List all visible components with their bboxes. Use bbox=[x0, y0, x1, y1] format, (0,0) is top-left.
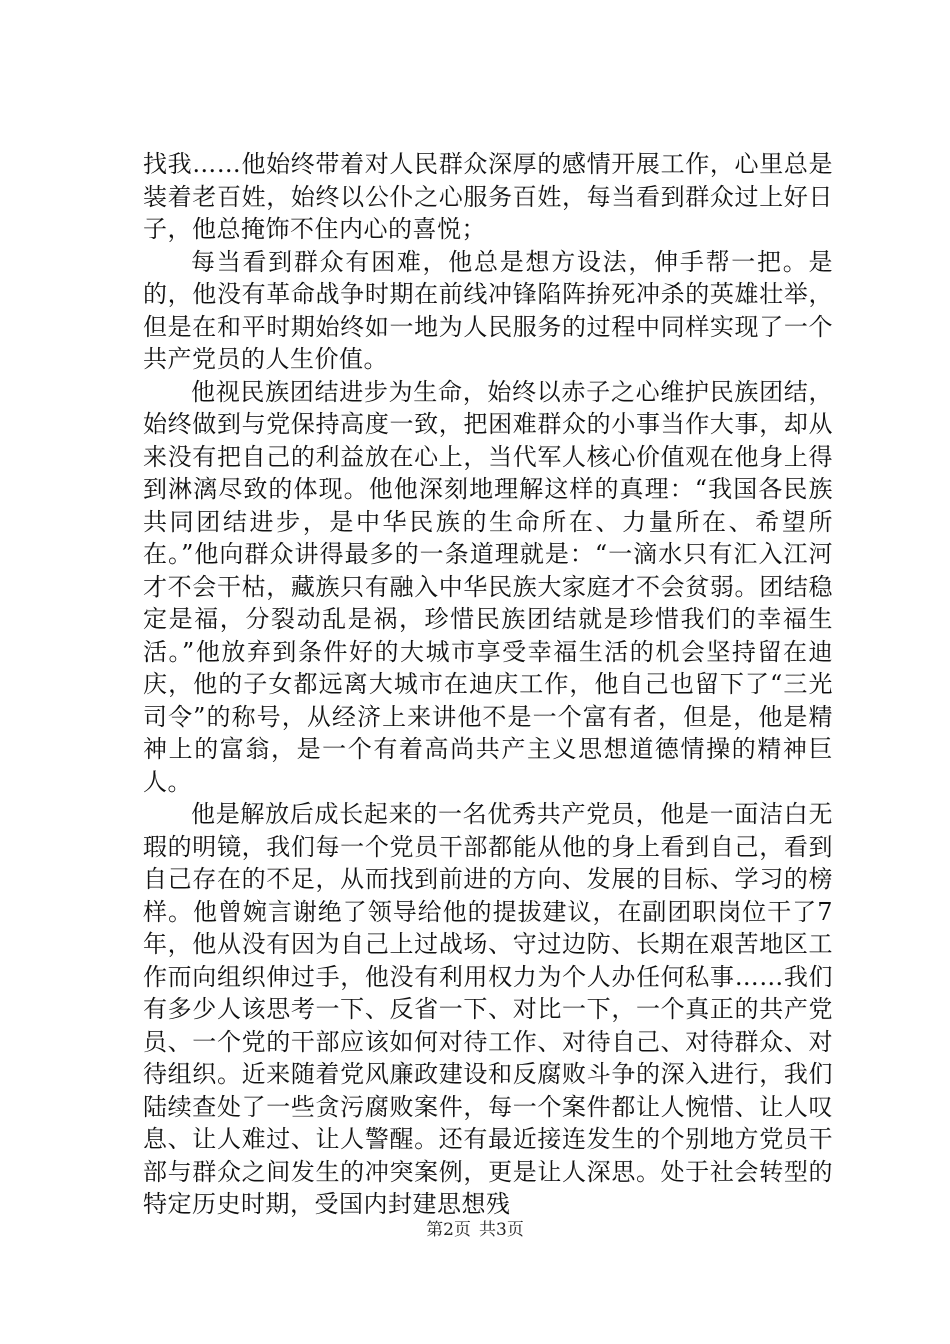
paragraph-2: 每当看到群众有困难，他总是想方设法，伸手帮一把。是的，他没有革命战争时期在前线冲锋陷阵拚死冲杀的英雄壮举，但是在和平时期始终如一地为人民服务的过程中同样实现了一个共产党员的人生价值。 bbox=[143, 247, 833, 373]
paragraph-1: 找我……他始终带着对人民群众深厚的感情开展工作，心里总是装着老百姓，始终以公仆之心服务百姓，每当看到群众过上好日子，他总掩饰不住内心的喜悦； bbox=[143, 150, 833, 243]
page-footer bbox=[0, 1215, 950, 1240]
paragraph-4: 他是解放后成长起来的一名优秀共产党员，他是一面洁白无瑕的明镜，我们每一个党员干部都能从他的身上看到自己，看到自己存在的不足，从而找到前进的方向、发展的目标、学习的榜样。他曾婉言谢绝了领导给他的提拔建议，在副团职岗位干了7年，他从没有因为自己上过战场、守过边防、长期在艰苦地区工作而向组织伸过手，他没有利用权力为个人办任何私事……我们有多少人该思考一下、反省一下、对比一下，一个真正的共产党员、一个党的干部应该如何对待工作、对待自己、对待群众、对待组织。近来随着党风廉政建设和反腐败斗争的深入进行，我们陆续查处了一些贪污腐败案件，每一个案件都让人惋惜、让人叹息、让人难过、让人警醒。还有最近接连发生的个别地方党员干部与群众之间发生的冲突案例，更是让人深思。处于社会转型的特定历史时期，受国内封建思想残 bbox=[143, 800, 833, 1218]
document-body bbox=[143, 148, 833, 1221]
paragraph-3: 他视民族团结进步为生命，始终以赤子之心维护民族团结，始终做到与党保持高度一致，把困难群众的小事当作大事，却从来没有把自己的利益放在心上，当代军人核心价值观在他身上得到淋漓尽致的体现。他他深刻地理解这样的真理：“我国各民族共同团结进步，是中华民族的生命所在、力量所在、希望所在。”他向群众讲得最多的一条道理就是：“一滴水只有汇入江河才不会干枯，藏族只有融入中华民族大家庭才不会贫弱。团结稳定是福，分裂动乱是祸，珍惜民族团结就是珍惜我们的幸福生活。”他放弃到条件好的大城市享受幸福生活的机会坚持留在迪庆，他的子女都远离大城市在迪庆工作，他自己也留下了“三光司令”的称号，从经济上来讲他不是一个富有者，但是，他是精神上的富翁，是一个有着高尚共产主义思想道德情操的精神巨人。 bbox=[143, 377, 833, 796]
page-number: 第2页 bbox=[426, 1220, 471, 1240]
total-pages: 共3页 bbox=[479, 1220, 524, 1240]
